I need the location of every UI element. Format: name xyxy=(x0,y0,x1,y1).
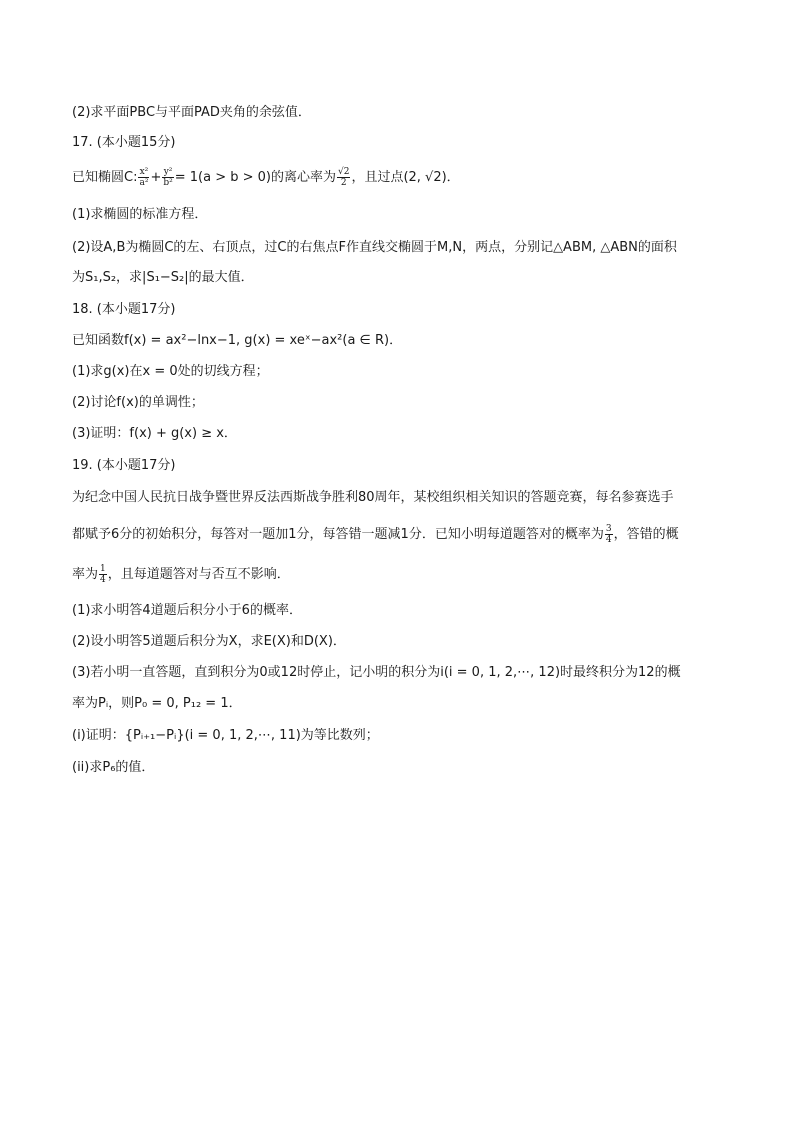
plus-operator: + xyxy=(150,170,162,185)
q18-part2: (2)讨论f(x)的单调性； xyxy=(72,395,204,410)
q19-intro-line2-prefix: 都赋予6分的初始积分，每答对一题加1分，每答错一题减1分．已知小明每道题答对的概率为 xyxy=(72,527,604,542)
fraction-one-quarter: $\frac{1}{4}$ xyxy=(100,564,106,585)
q17-part2-line2: 为S₁,S₂，求|S₁−S₂|的最大值． xyxy=(72,270,254,285)
q17-header: 17. (本小题15分) xyxy=(72,135,176,150)
fraction-three-quarters: $\frac{3}{4}$ xyxy=(605,524,612,545)
q19-part3-line1: (3)若小明一直答题，直到积分为0或12时停止，记小明的积分为i(i = 0, 1, 2,⋯, 12)时最终积分为12的概 xyxy=(72,665,681,680)
fraction-y2-b2: $\frac{\text{y²}}{\text{b²}}$ xyxy=(163,167,173,188)
q16-part2: (2)求平面PBC与平面PAD夹角的余弦值． xyxy=(72,105,311,120)
q19-intro-line3 xyxy=(72,564,290,585)
q17-part2-line1: (2)设A,B为椭圆C的左、右顶点，过C的右焦点F作直线交椭圆于M,N，两点，分别记△ABM, △ABN的面积 xyxy=(72,240,677,255)
q18-header: 18. (本小题17分) xyxy=(72,302,176,317)
q19-part3-ii: (ii)求P₆的值． xyxy=(72,760,155,775)
q19-part1: (1)求小明答4道题后积分小于6的概率． xyxy=(72,603,302,618)
q19-part3-line2: 率为Pᵢ，则P₀ = 0, P₁₂ = 1． xyxy=(72,696,242,711)
fraction-x2-a2: $\frac{\text{x²}}{\text{a²}}$ xyxy=(139,167,149,188)
q17-intro xyxy=(72,167,460,188)
fraction-eccentricity: $\frac{√2}{2}$ xyxy=(337,167,350,188)
q19-intro-line3-suffix: ，且每道题答对与否互不影响． xyxy=(107,567,290,582)
q18-part3: (3)证明：f(x) + g(x) ≥ x． xyxy=(72,426,237,441)
q19-intro-line1: 为纪念中国人民抗日战争暨世界反法西斯战争胜利80周年，某校组织相关知识的答题竞赛，每名参赛选手 xyxy=(72,490,674,505)
q17-intro-prefix: 已知椭圆C: xyxy=(72,170,138,185)
q19-header: 19. (本小题17分) xyxy=(72,458,176,473)
q19-part3-i: (i)证明：{Pᵢ₊₁−Pᵢ}(i = 0, 1, 2,⋯, 11)为等比数列； xyxy=(72,728,379,743)
q19-intro-line2 xyxy=(72,524,679,545)
q17-part1: (1)求椭圆的标准方程． xyxy=(72,207,208,222)
q18-intro: 已知函数f(x) = ax²−lnx−1, g(x) = xeˣ−ax²(a ∈ R)． xyxy=(72,333,403,348)
q17-intro-suffix: ，且过点(2, √2)． xyxy=(351,170,460,185)
q18-part1: (1)求g(x)在x = 0处的切线方程； xyxy=(72,364,269,379)
q19-intro-line2-suffix: ，答错的概 xyxy=(613,527,679,542)
q19-part2: (2)设小明答5道题后积分为X，求E(X)和D(X)． xyxy=(72,634,346,649)
q17-intro-equation: = 1(a > b > 0)的离心率为 xyxy=(174,170,336,185)
q19-intro-line3-prefix: 率为 xyxy=(72,567,99,582)
